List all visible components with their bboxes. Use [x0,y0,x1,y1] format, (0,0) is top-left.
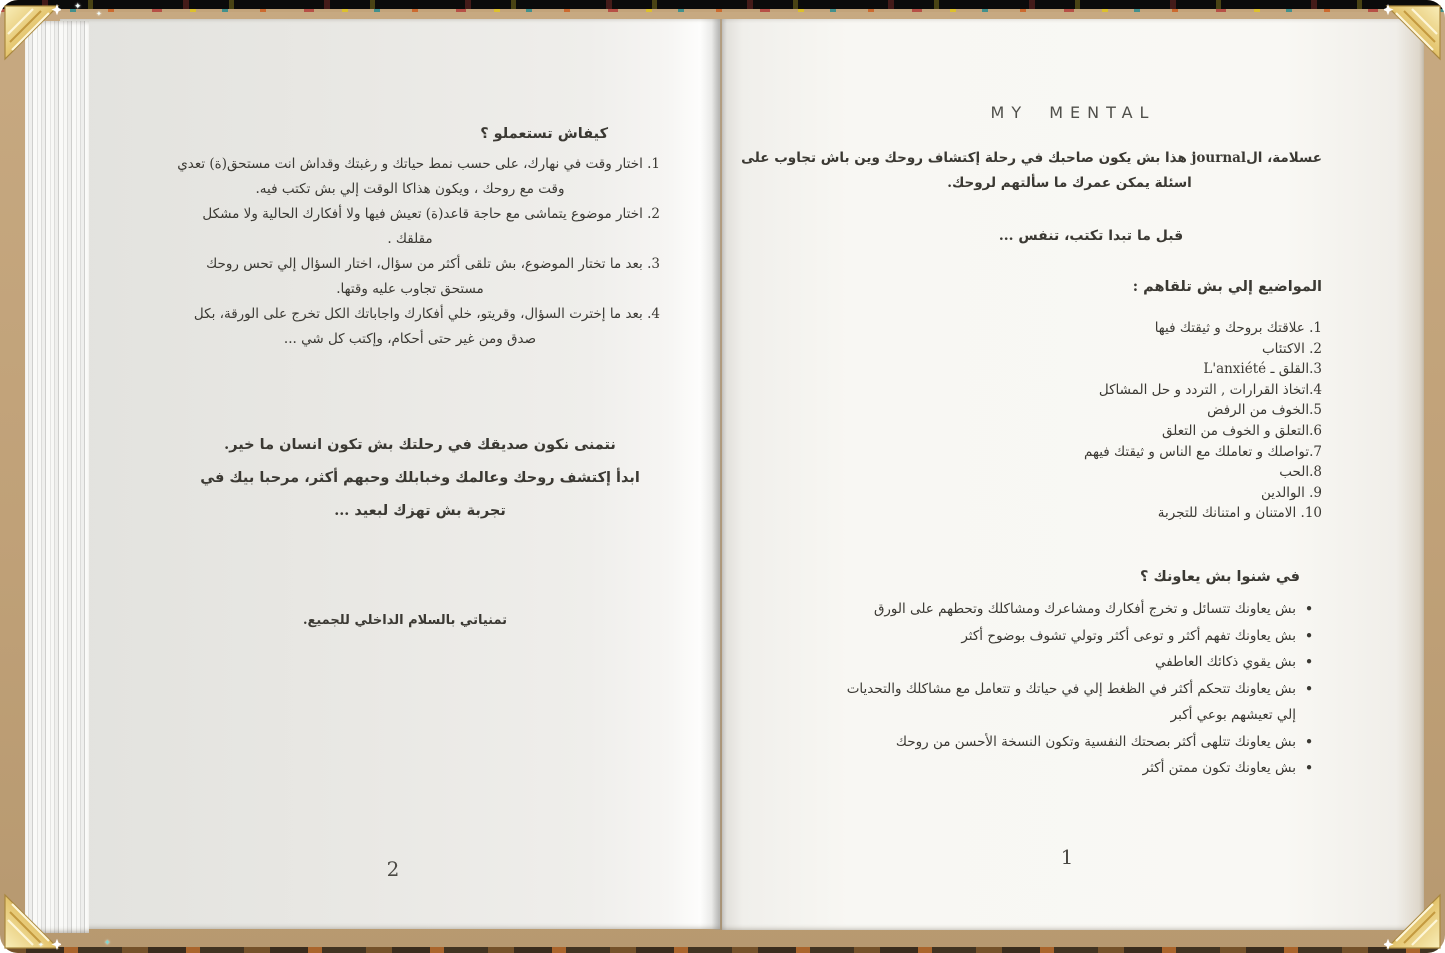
closing-paragraph [145,428,695,527]
top-glitch-overlay [0,0,1445,9]
sparkle-icon: ✦ [96,10,102,18]
sparkle-icon: ✦ [74,2,82,12]
sparkle-icon: ✦ [38,941,44,949]
intro-line-1: عسلامة، الjournal هذا بش يكون صاحبك في رحلة إكتشاف روحك وين باش تجاوب على [741,150,1322,166]
left-page-content [85,19,720,930]
help-item-3: • بش يقوي ذكائك العاطفي [842,649,1314,676]
help-item-2: • بش يعاونك تفهم أكثر و توعى أكثر وتولي تشوف بوضوح أكثر [842,623,1314,650]
help-item-6: • بش يعاونك تكون ممتن أكثر [842,755,1314,782]
gold-corner-icon [1384,4,1442,62]
step-2-line-2: مقلقك . [387,231,433,247]
page-number-left: 2 [386,857,400,881]
bottom-glitch-line [0,947,1445,953]
topic-item-2: 2. الاكتئاب [1261,340,1322,357]
signature-line: تمنياتي بالسلام الداخلي للجميع. [302,613,508,628]
intro-paragraph [741,146,1322,196]
help-item-4: • بش يعاونك تتحكم أكثر في الظغط إلي في حياتك و تتعامل مع مشاكلك والتحديات إلي تعيشهم بوعي أكبر [842,676,1314,729]
step-2-line-1: 2. اختار موضوع يتماشى مع حاجة قاعد(ة) تعيش فيها ولا أفكارك الحالية ولا مشكل [202,206,660,222]
help-item-1: • بش يعاونك تتسائل و تخرج أفكارك ومشاعرك ومشاكلك وتحطهم على الورق [842,596,1314,623]
gold-corner-icon [3,4,61,62]
topic-item-3: 3.القلق ـ L'anxiété [1203,361,1322,378]
bullet-icon: • [1304,732,1314,751]
step-3-line-2: مستحق تجاوب عليه وقتها. [336,281,484,297]
gold-corner-icon [1384,892,1442,950]
step-3-line-1: 3. بعد ما تختار الموضوع، بش تلقى أكثر من سؤال، اختار السؤال إلي تحس روحك [206,256,660,272]
topic-item-4: 4.اتخاذ القرارات , التردد و حل المشاكل [1098,381,1322,398]
right-page-content [722,19,1424,930]
closing-line-2: ابدأ إكتشف روحك وعالمك وخبابلك وحبهم أكثر، مرحبا بيك في [200,469,640,486]
page-number-right: 1 [1060,845,1074,869]
topic-item-5: 5.الخوف من الرفض [1207,402,1322,419]
step-1-line-1: 1. اختار وقت في نهارك، على حسب نمط حياتك و رغبتك وقداش انت مستحق(ة) تعدي [177,156,660,172]
top-glitch-line [0,9,1445,12]
step-1-line-2: وقت مع روحك ، ويكون هذاكا الوقت إلي بش تكتب فيه. [255,181,565,197]
topic-item-7: 7.تواصلك و تعاملك مع الناس و ثيقتك فيهم [1083,443,1322,460]
page-stack-edges [25,21,89,933]
how-to-use-steps [160,152,660,352]
sparkle-icon: ✦ [104,938,111,947]
step-4-line-1: 4. بعد ما إخترت السؤال، وقريتو، خلي أفكارك واجاباتك الكل تخرج على الورقة، بكل [193,306,660,322]
help-list [842,596,1314,782]
topic-item-6: 6.التعلق و الخوف من التعلق [1162,422,1322,439]
closing-line-1: نتمنى نكون صديقك في رحلتك بش تكون انسان ما خير. [224,436,616,453]
topic-item-1: 1. علاقتك بروحك و ثيقتك فيها [1154,320,1322,336]
topic-item-10: 10. الامتنان و امتنانك للتجربة [1157,505,1322,522]
bullet-icon: • [1304,653,1314,671]
step-4-line-2: صدق ومن غير حتى أحكام، وإكتب كل شي ... [283,331,537,347]
bullet-icon: • [1304,679,1314,698]
bullet-icon: • [1304,759,1314,777]
help-heading: في شنوا بش يعاونك ؟ [1140,568,1300,585]
topic-item-8: 8.الحب [1279,464,1322,481]
help-item-5: • بش يعاونك تتلهى أكثر بصحتك النفسية وتكون النسخة الأحسن من روحك [842,729,1314,756]
gold-corner-icon [3,892,61,950]
closing-line-3: تجربة بش تهزك لبعيد ... [334,502,506,519]
topics-list [1084,318,1322,524]
bullet-icon: • [1304,626,1314,645]
intro-line-2: اسئلة يمكن عمرك ما سألتهم لروحك. [947,175,1192,191]
topics-heading: المواضيع إلي بش تلقاهم : [1132,278,1322,295]
top-black-strip [0,0,1445,9]
page-title: MY MENTAL [990,103,1156,122]
breathe-line: قبل ما تبدا تكتب، تنفس ... [998,228,1184,244]
topic-item-9: 9. الوالدين [1261,484,1322,501]
how-to-use-heading: كيفاش تستعملو ؟ [480,125,608,142]
bullet-icon: • [1304,600,1314,618]
